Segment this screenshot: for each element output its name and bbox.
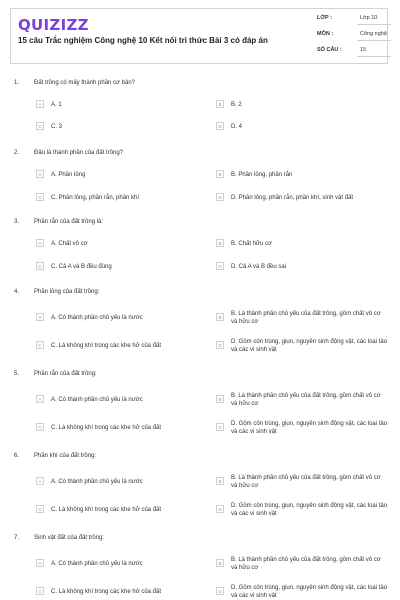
- option-text: A. Có thành phần chủ yếu là nước: [51, 561, 143, 567]
- option-text: C. Cả A và B đều đúng: [51, 264, 112, 270]
- question-text: Sinh vật đất của đất trồng:: [34, 535, 105, 541]
- option-letter-box: D: [216, 262, 224, 270]
- meta-value: Lớp 10: [357, 12, 391, 25]
- page-title: 15 câu Trắc nghiệm Công nghệ 10 Kết nối tri thức Bài 3 có đáp án: [18, 36, 268, 45]
- question-text: Phần lỏng của đất trồng:: [34, 289, 100, 295]
- option-text: B. Là thành phần chủ yếu của đất trồng, gồm chất vô cơ và hữu cơ: [231, 393, 381, 407]
- question-text: Đâu là thành phần của đất trồng?: [34, 150, 124, 156]
- option-letter-box: C: [36, 262, 44, 270]
- option-text: D. Phần lỏng, phần rắn, phần khí, sinh vật đất: [231, 195, 354, 201]
- option-text: A. 1: [51, 102, 62, 108]
- option-text: D. Gồm côn trùng, giun, nguyên sinh động vật, các loại tảo và các vi sinh vật: [231, 585, 388, 599]
- option-letter-box: C: [36, 423, 44, 431]
- option-text: C. Là không khí trong các khe hở của đất: [51, 425, 162, 431]
- option-letter-box: B: [216, 313, 224, 321]
- quizizz-logo[interactable]: QUIZIZZ: [18, 16, 89, 34]
- option-text: C. Là không khí trong các khe hở của đất: [51, 343, 162, 349]
- option-text: B. Là thành phần chủ yếu của đất trồng, gồm chất vô cơ và hữu cơ: [231, 311, 381, 325]
- option-letter-box: B: [216, 395, 224, 403]
- option-letter-box: A: [36, 313, 44, 321]
- meta-label: MÔN :: [317, 31, 334, 37]
- option-text: D. Gồm côn trùng, giun, nguyên sinh động vật, các loại tảo và các vi sinh vật: [231, 503, 388, 517]
- option-letter-box: A: [36, 395, 44, 403]
- option-letter-box: C: [36, 587, 44, 595]
- option-letter-box: B: [216, 170, 224, 178]
- question-number: 1.: [14, 80, 20, 86]
- option-text: B. Là thành phần chủ yếu của đất trồng, gồm chất vô cơ và hữu cơ: [231, 475, 381, 489]
- option-letter-box: A: [36, 100, 44, 108]
- option-text: A. Có thành phần chủ yếu là nước: [51, 315, 143, 321]
- option-text: B. Chất hữu cơ: [231, 241, 272, 247]
- option-text: A. Có thành phần chủ yếu là nước: [51, 397, 143, 403]
- option-text: D. Cả A và B đều sai: [231, 264, 287, 270]
- option-letter-box: B: [216, 477, 224, 485]
- option-letter-box: C: [36, 122, 44, 130]
- option-text: D. 4: [231, 124, 243, 130]
- option-letter-box: D: [216, 193, 224, 201]
- option-letter-box: B: [216, 559, 224, 567]
- option-text: A. Chất vô cơ: [51, 241, 88, 247]
- option-text: D. Gồm côn trùng, giun, nguyên sinh động vật, các loại tảo và các vi sinh vật: [231, 339, 388, 353]
- question-number: 3.: [14, 219, 20, 225]
- option-letter-box: B: [216, 100, 224, 108]
- option-letter-box: A: [36, 170, 44, 178]
- meta-subject: [317, 28, 387, 42]
- option-letter-box: D: [216, 505, 224, 513]
- option-text: B. 2: [231, 102, 242, 108]
- option-letter-box: C: [36, 341, 44, 349]
- option-letter-box: C: [36, 193, 44, 201]
- option-text: B. Là thành phần chủ yếu của đất trồng, gồm chất vô cơ và hữu cơ: [231, 557, 381, 571]
- question-text: Phần rắn của đất trồng là:: [34, 219, 104, 225]
- question-text: Đất trồng có mấy thành phần cơ bản?: [34, 80, 135, 86]
- question-number: 2.: [14, 150, 20, 156]
- option-letter-box: A: [36, 559, 44, 567]
- option-letter-box: A: [36, 239, 44, 247]
- option-letter-box: C: [36, 505, 44, 513]
- option-text: A. Phần lỏng: [51, 172, 86, 178]
- question-text: Phần khí của đất trồng:: [34, 453, 97, 459]
- option-letter-box: A: [36, 477, 44, 485]
- option-text: D. Gồm côn trùng, giun, nguyên sinh động vật, các loại tảo và các vi sinh vật: [231, 421, 388, 435]
- meta-question-count: [317, 44, 387, 58]
- question-number: 6.: [14, 453, 20, 459]
- meta-value: Công nghệ: [357, 28, 391, 41]
- option-letter-box: B: [216, 239, 224, 247]
- option-text: B. Phần lỏng, phần rắn: [231, 172, 293, 178]
- option-text: A. Có thành phần chủ yếu là nước: [51, 479, 143, 485]
- option-text: C. 3: [51, 124, 63, 130]
- meta-label: SỐ CÂU :: [317, 47, 342, 53]
- meta-value: 15: [357, 44, 391, 57]
- meta-class: [317, 12, 387, 26]
- option-text: C. Là không khí trong các khe hở của đất: [51, 507, 162, 513]
- question-number: 7.: [14, 535, 20, 541]
- worksheet-header: [10, 8, 388, 64]
- question-number: 4.: [14, 289, 20, 295]
- option-letter-box: D: [216, 423, 224, 431]
- option-letter-box: D: [216, 587, 224, 595]
- option-text: C. Phần lỏng, phần rắn, phần khí: [51, 195, 140, 201]
- option-letter-box: D: [216, 122, 224, 130]
- meta-label: LỚP :: [317, 15, 332, 21]
- question-number: 5.: [14, 371, 20, 377]
- question-text: Phần rắn của đất trồng:: [34, 371, 97, 377]
- option-text: C. Là không khí trong các khe hở của đất: [51, 589, 162, 595]
- option-letter-box: D: [216, 341, 224, 349]
